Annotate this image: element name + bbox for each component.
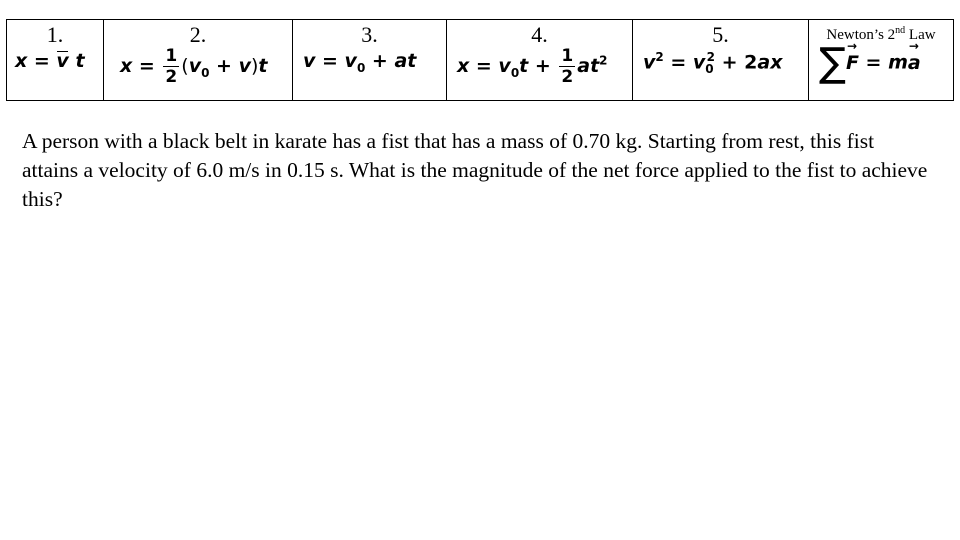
formula-displacement-time: $x = v_0t$ + $\frac{1}{2}$ $at^2$	[457, 46, 608, 87]
equation-cell-2	[104, 20, 293, 101]
equation-number-3: 3.	[361, 22, 378, 47]
newton-second-law-header: Newton’s 2nd Law	[826, 25, 936, 43]
equation-cell-5	[633, 20, 809, 101]
equations-table	[6, 19, 954, 101]
equation-number-4: 4.	[531, 22, 548, 47]
problem-statement: A person with a black belt in karate has a fist that has a mass of 0.70 kg. Starting from rest, this fist attains a velocity of 6.0 m/s in 0.15 s. What is the magnitude of the net force applied to the fist to achieve this?	[22, 129, 928, 211]
formula-newton-second-law: ∑→ F = m→ a	[819, 40, 921, 86]
equation-number-1: 1.	[46, 22, 64, 47]
formula-displacement-avg-velocity: x = v t	[15, 50, 85, 72]
equation-cell-3	[293, 20, 447, 101]
equation-number-2: 2.	[189, 22, 207, 47]
equation-number-5: 5.	[712, 22, 729, 47]
equation-cell-4	[447, 20, 633, 101]
formula-displacement-average: x = $\frac{1}{2}$ $(v_0 + v)t$	[120, 46, 268, 87]
formula-velocity-time: $v = v_0$ + at	[303, 50, 417, 75]
newton-second-law-cell	[809, 20, 954, 101]
formula-velocity-displacement: $v^2 = v_0^2 + 2ax$	[643, 50, 783, 77]
equation-cell-1	[7, 20, 104, 101]
